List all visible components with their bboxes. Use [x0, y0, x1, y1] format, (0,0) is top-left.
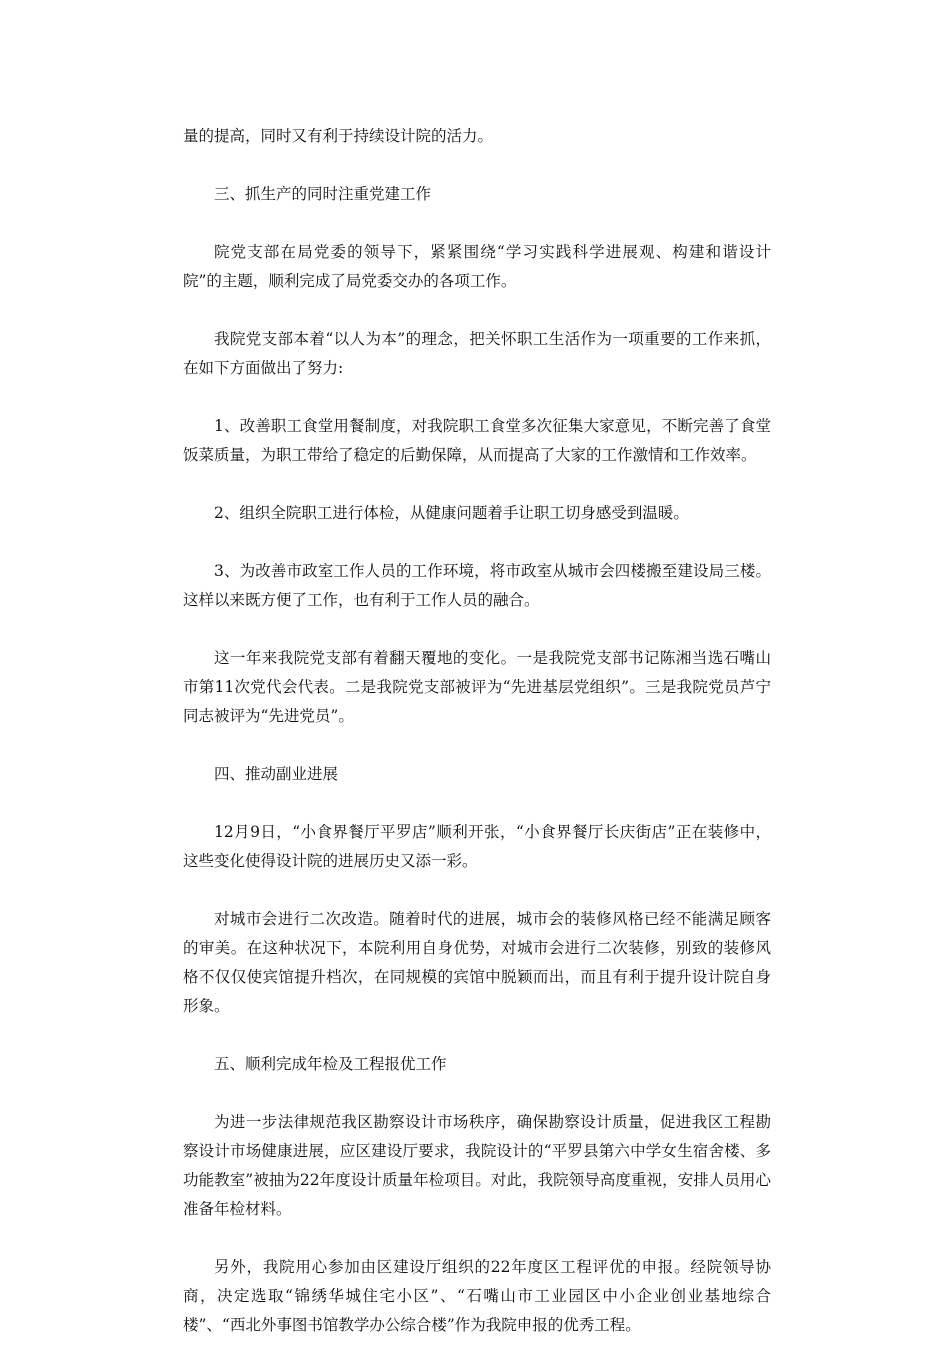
paragraph: 我院党支部本着“以人为本”的理念，把关怀职工生活作为一项重要的工作来抓，在如下方面做出了努力: — [183, 330, 771, 377]
list-item: 2、组织全院职工进行体检，从健康问题着手让职工切身感受到温暖。 — [214, 504, 689, 522]
section-heading-5: 五、顺利完成年检及工程报优工作 — [214, 1055, 447, 1073]
section-heading-4: 四、推动副业进展 — [214, 765, 339, 783]
paragraph: 院党支部在局党委的领导下，紧紧围绕“学习实践科学进展观、构建和谐设计院”的主题，顺利完成了局党委交办的各项工作。 — [183, 243, 771, 290]
paragraph: 另外，我院用心参加由区建设厅组织的22年度区工程评优的申报。经院领导协商，决定选取“锦绣华城住宅小区”、“石嘴山市工业园区中小企业创业基地综合楼”、“西北外事图书馆教学办公综合楼”作为我院申报的优秀工程。 — [183, 1258, 771, 1334]
paragraph: 对城市会进行二次改造。随着时代的进展，城市会的装修风格已经不能满足顾客的审美。在这种状况下，本院利用自身优势，对城市会进行二次装修，别致的装修风格不仅仅使宾馆提升档次，在同规模的宾馆中脱颖而出，而且有利于提升设计院自身形象。 — [183, 910, 771, 1015]
list-item: 3、为改善市政室工作人员的工作环境，将市政室从城市会四楼搬至建设局三楼。这样以来既方便了工作，也有利于工作人员的融合。 — [183, 562, 771, 609]
list-item: 1、改善职工食堂用餐制度，对我院职工食堂多次征集大家意见，不断完善了食堂饭菜质量，为职工带给了稳定的后勤保障，从而提高了大家的工作激情和工作效率。 — [183, 417, 771, 464]
document-body — [183, 122, 771, 1369]
paragraph: 这一年来我院党支部有着翻天覆地的变化。一是我院党支部书记陈湘当选石嘴山市第11次党代会代表。二是我院党支部被评为“先进基层党组织”。三是我院党员芦宁同志被评为“先进党员”。 — [183, 649, 771, 725]
paragraph: 为进一步法律规范我区勘察设计市场秩序，确保勘察设计质量，促进我区工程勘察设计市场健康进展，应区建设厅要求，我院设计的“平罗县第六中学女生宿舍楼、多功能教室”被抽为22年度设计质量年检项目。对此，我院领导高度重视，安排人员用心准备年检材料。 — [183, 1113, 771, 1218]
paragraph: 12月9日，“小食界餐厅平罗店”顺利开张，“小食界餐厅长庆街店”正在装修中，这些变化使得设计院的进展历史又添一彩。 — [183, 823, 771, 870]
paragraph-continuation: 量的提高，同时又有利于持续设计院的活力。 — [183, 127, 494, 145]
section-heading-3: 三、抓生产的同时注重党建工作 — [214, 185, 432, 203]
